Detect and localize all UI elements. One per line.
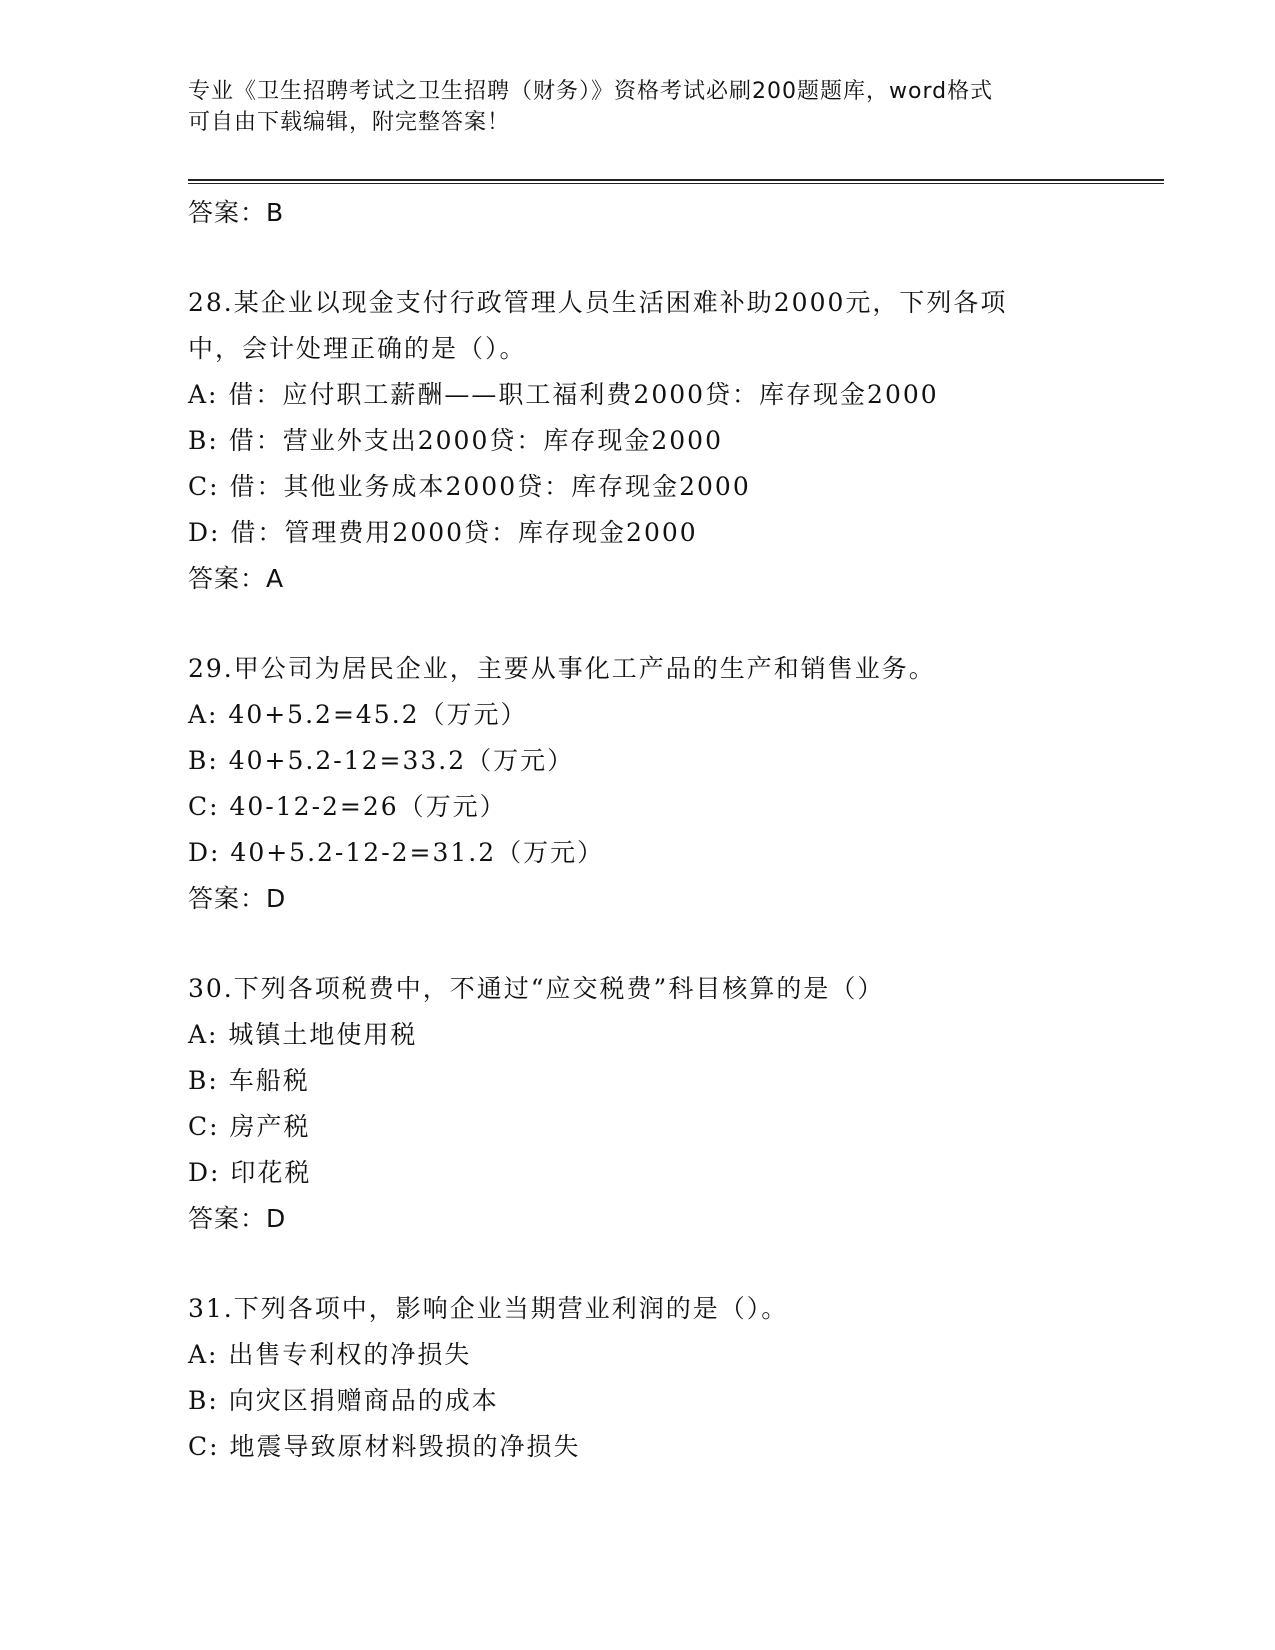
question-list (188, 188, 1168, 1470)
option-d: D: 40+5.2-12-2=31.2（万元） (188, 838, 605, 867)
header-rule-thick (188, 179, 1164, 181)
option-a: A: 借：应付职工薪酬——职工福利费2000贷：库存现金2000 (188, 380, 939, 409)
question-31 (188, 1286, 1168, 1470)
option-a: A: 出售专利权的净损失 (188, 1340, 472, 1369)
option-c: C: 房产税 (188, 1112, 311, 1141)
answer-line: 答案：A (188, 564, 285, 593)
question-29 (188, 646, 1168, 922)
option-c: C: 借：其他业务成本2000贷：库存现金2000 (188, 472, 751, 501)
question-stem: 30.下列各项税费中，不通过“应交税费”科目核算的是（） (188, 974, 885, 1003)
option-d: D: 借：管理费用2000贷：库存现金2000 (188, 518, 698, 547)
answer-line: 答案：B (188, 198, 285, 227)
document-header (188, 76, 1088, 138)
option-c: C: 地震导致原材料毁损的净损失 (188, 1432, 581, 1461)
option-b: B: 借：营业外支出2000贷：库存现金2000 (188, 426, 723, 455)
header-rule-thin (188, 183, 1164, 184)
option-b: B: 40+5.2-12=33.2（万元） (188, 746, 575, 775)
option-a: A: 40+5.2=45.2（万元） (188, 700, 528, 729)
question-28 (188, 280, 1168, 602)
answer-line: 答案：D (188, 884, 287, 913)
header-line-1: 专业《卫生招聘考试之卫生招聘（财务）》资格考试必刷200题题库，word格式 (188, 79, 994, 104)
question-30 (188, 966, 1168, 1242)
question-stem: 29.甲公司为居民企业，主要从事化工产品的生产和销售业务。 (188, 654, 936, 683)
option-a: A: 城镇土地使用税 (188, 1020, 418, 1049)
option-b: B: 向灾区捐赠商品的成本 (188, 1386, 499, 1415)
header-line-2: 可自由下载编辑，附完整答案！ (188, 110, 511, 135)
question-stem: 28.某企业以现金支付行政管理人员生活困难补助2000元，下列各项中，会计处理正确的是（）。 (188, 288, 1008, 363)
option-c: C: 40-12-2=26（万元） (188, 792, 507, 821)
answer-line: 答案：D (188, 1204, 287, 1233)
option-d: D: 印花税 (188, 1158, 312, 1187)
question-stem: 31.下列各项中，影响企业当期营业利润的是（）。 (188, 1294, 789, 1323)
option-b: B: 车船税 (188, 1066, 310, 1095)
